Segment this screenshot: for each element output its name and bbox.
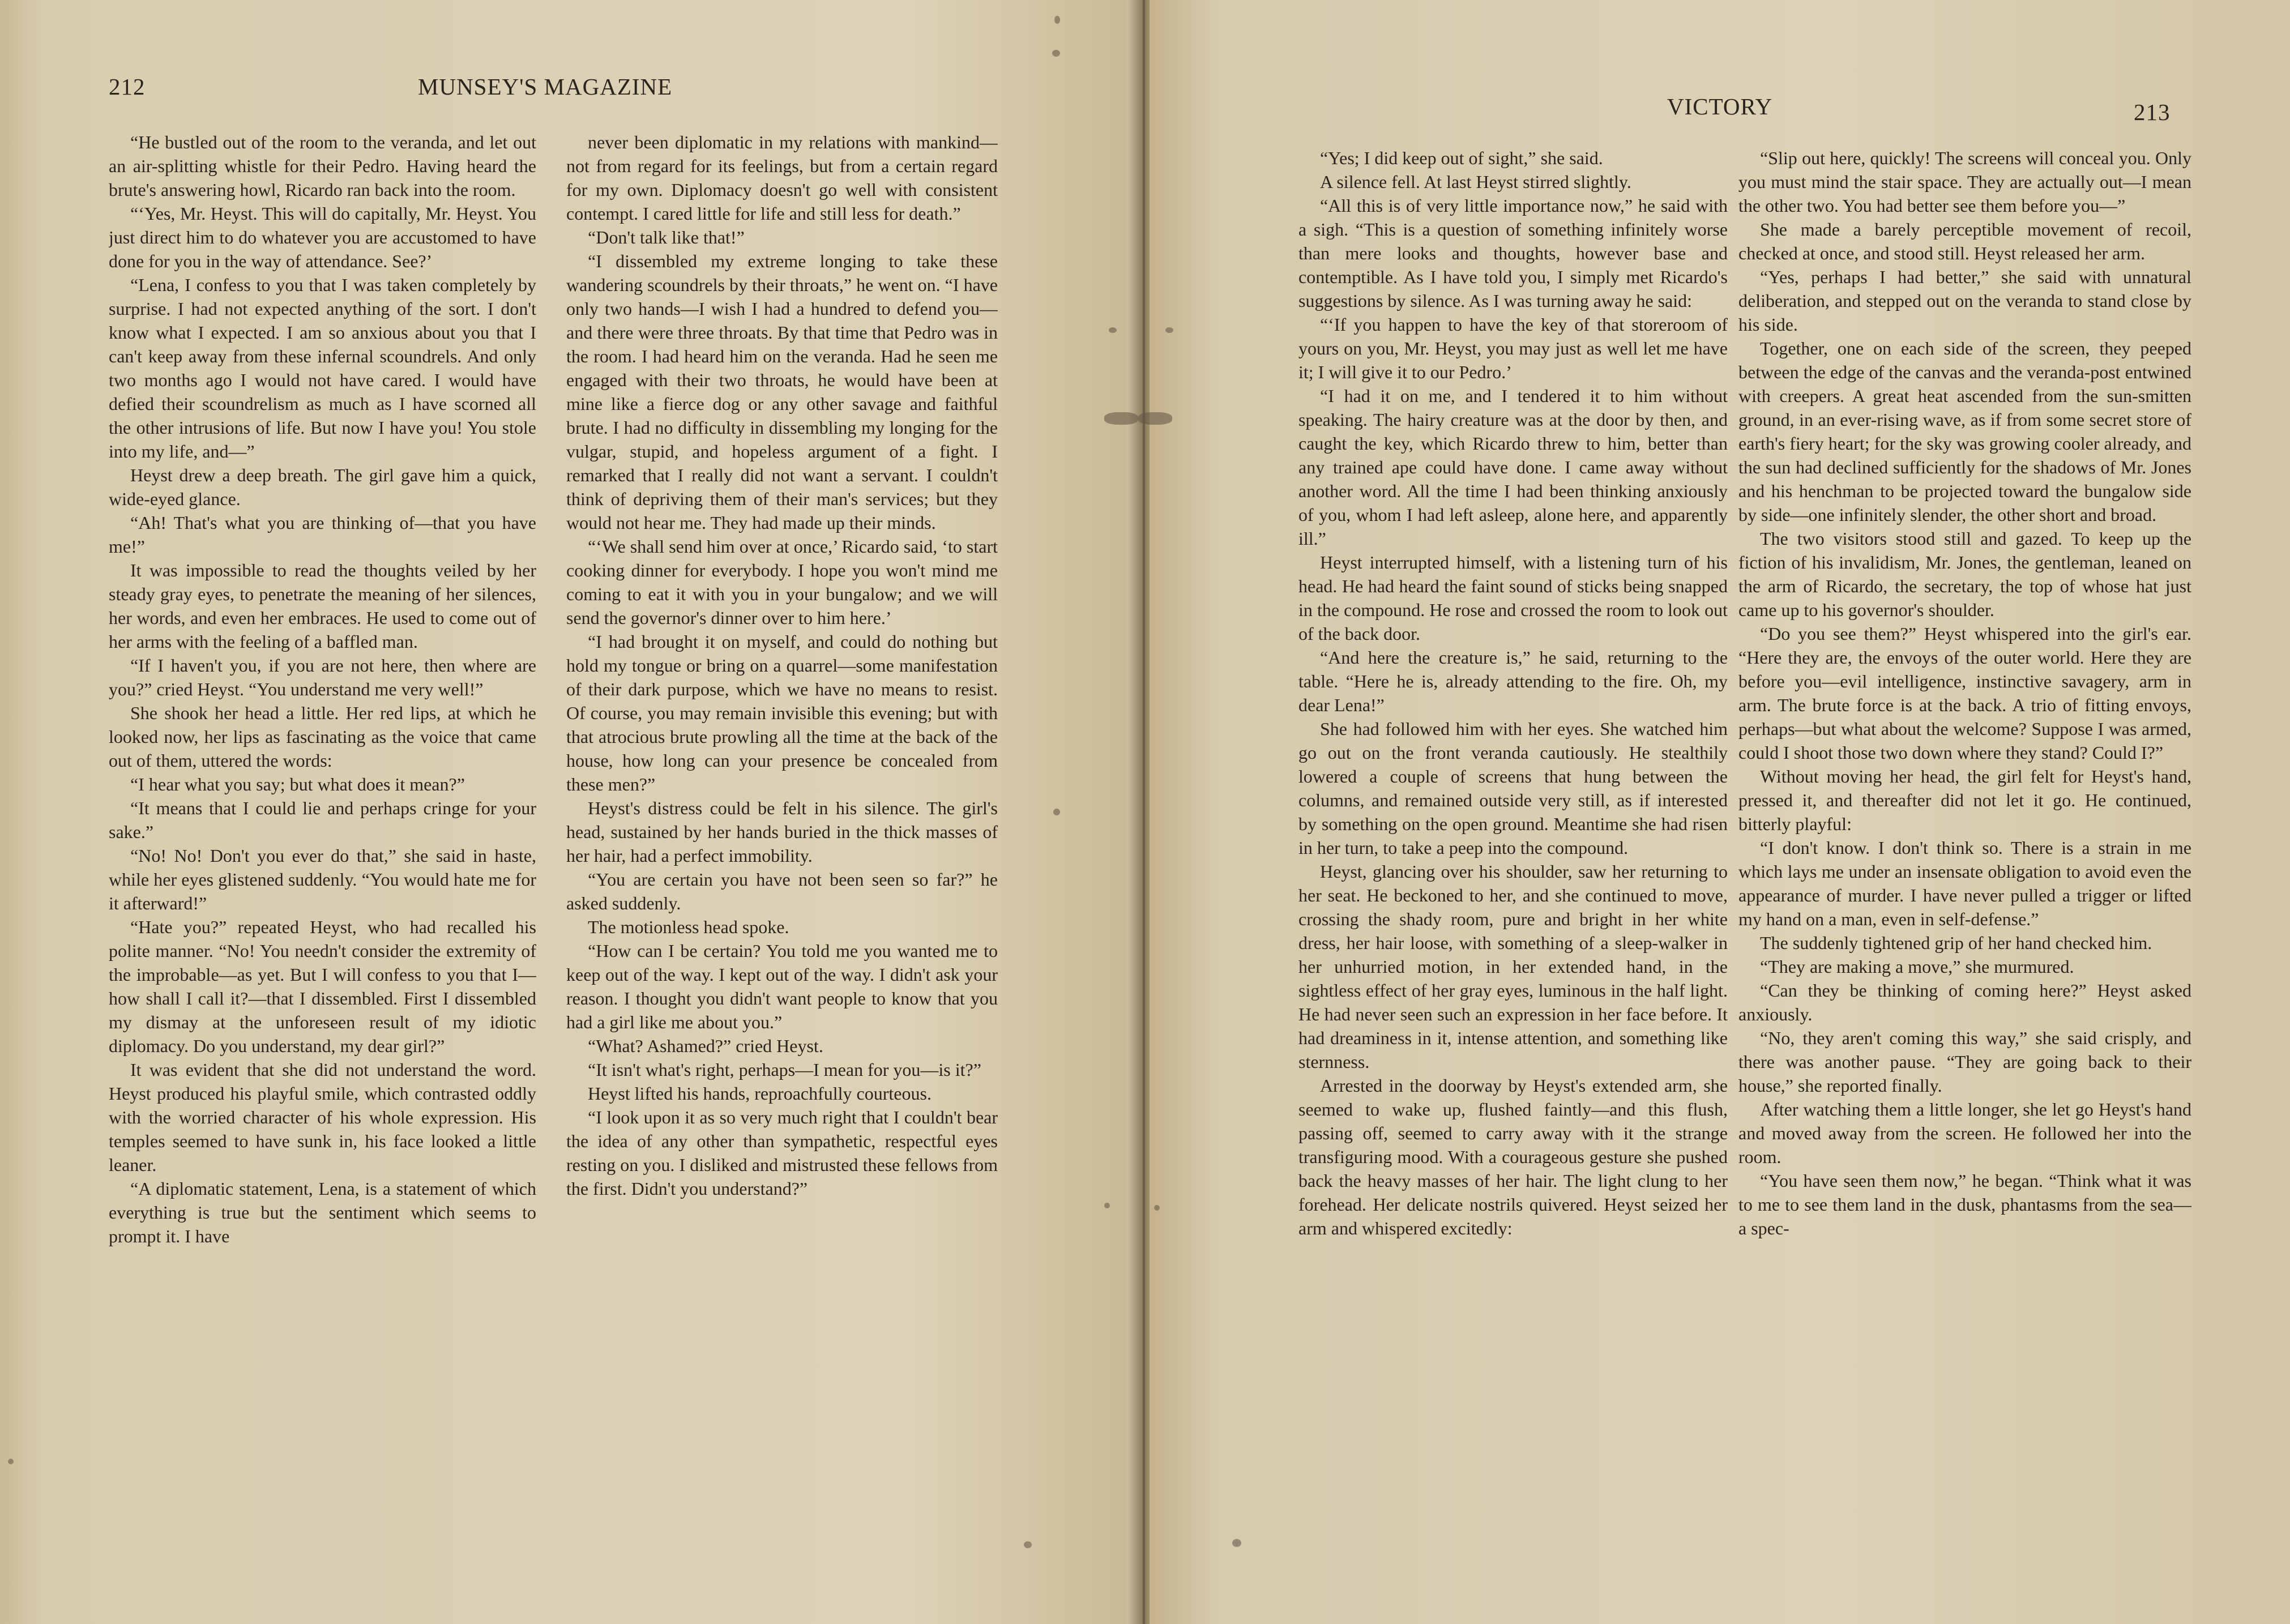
paragraph: “Yes; I did keep out of sight,” she said. xyxy=(1320,148,1603,168)
paragraph: She shook her head a little. Her red lips, at which he looked now, her lips as fascinating as the voice that came out of them, uttered the words: xyxy=(109,703,536,771)
binding-thread xyxy=(1104,412,1138,425)
paragraph: Together, one on each side of the screen, they peeped between the edge of the canvas and the veranda-post entwined with creepers. A great heat ascended from the sun-smitten ground, in an ever-rising wave, as if from some secret store of earth's fiery heart; for the sky was growing cooler already, and the sun had declined sufficiently for the shadows of Mr. Jones and his henchman to be projected toward the bungalow side by side—one infinitely slender, the other short and broad. xyxy=(1738,338,2191,525)
paragraph: “‘We shall send him over at once,’ Ricardo said, ‘to start cooking dinner for everybody. I hope you won't mind me coming to eat it with you in your bungalow; and we will send the governor's dinner over to him here.’ xyxy=(566,536,998,628)
paragraph: “No, they aren't coming this way,” she said crisply, and there was another pause. “They are going back to their house,” she reported finally. xyxy=(1738,1028,2191,1096)
right-column-1 xyxy=(1298,146,1728,1528)
paragraph: Heyst interrupted himself, with a listening turn of his head. He had heard the faint sound of sticks being snapped in the compound. He rose and crossed the room to look out of the back door. xyxy=(1298,552,1728,644)
paragraph: “If I haven't you, if you are not here, then where are you?” cried Heyst. “You understand me very well!” xyxy=(109,655,536,699)
paragraph: “I had it on me, and I tendered it to him without speaking. The hairy creature was at the door by then, and caught the key, which Ricardo threw to him, better than any trained ape could have done. I came away without another word. All the time I had been thinking anxiously of you, whom I had left asleep, alone here, and apparently ill.” xyxy=(1298,386,1728,549)
paragraph: Without moving her head, the girl felt for Heyst's hand, pressed it, and thereafter did not let it go. He continued, bitterly playful: xyxy=(1738,766,2191,834)
paper-spot xyxy=(1054,16,1060,24)
paper-spot xyxy=(1232,1539,1241,1547)
paragraph: The two visitors stood still and gazed. To keep up the fiction of his invalidism, Mr. Jones, the gentleman, leaned on the arm of Ricardo, the secretary, the top of whose hat just came up to his governor's shoulder. xyxy=(1738,528,2191,620)
paragraph: never been diplomatic in my relations with mankind—not from regard for its feelings, but from a certain regard for my own. Diplomacy doesn't go well with consistent contempt. I cared little for life and still less for death.” xyxy=(566,132,998,224)
paper-spot xyxy=(1165,327,1173,333)
paper-spot xyxy=(1109,327,1117,333)
paragraph: “Ah! That's what you are thinking of—that you have me!” xyxy=(109,512,536,557)
paragraph: “Hate you?” repeated Heyst, who had recalled his polite manner. “No! You needn't consider the extremity of the improbable—as yet. But I will confess to you that I—how shall I call it?—that I dissembled. First I dissembled my dismay at the unforeseen result of my idiotic diplomacy. Do you understand, my dear girl?” xyxy=(109,917,536,1056)
paragraph: Heyst lifted his hands, reproachfully courteous. xyxy=(588,1083,932,1104)
right-column-2 xyxy=(1738,146,2191,1550)
paragraph: “You are certain you have not been seen so far?” he asked suddenly. xyxy=(566,869,998,913)
paragraph: After watching them a little longer, she let go Heyst's hand and moved away from the screen. He followed her into the room. xyxy=(1738,1099,2191,1167)
paragraph: “What? Ashamed?” cried Heyst. xyxy=(588,1036,823,1056)
paragraph: “‘Yes, Mr. Heyst. This will do capitally, Mr. Heyst. You just direct him to do whatever you are accustomed to have done for you in the way of attendance. See?’ xyxy=(109,203,536,271)
left-running-head: MUNSEY'S MAGAZINE xyxy=(418,74,673,100)
paragraph: “No! No! Don't you ever do that,” she said in haste, while her eyes glistened suddenly. “You would hate me for it afterward!” xyxy=(109,845,536,913)
paragraph: She made a barely perceptible movement of recoil, checked at once, and stood still. Heyst released her arm. xyxy=(1738,219,2191,263)
left-column-2 xyxy=(566,130,998,1529)
paper-spot xyxy=(1053,809,1060,815)
paragraph: Heyst drew a deep breath. The girl gave him a quick, wide-eyed glance. xyxy=(109,465,536,509)
right-page-number: 213 xyxy=(2134,99,2171,125)
paragraph: “Do you see them?” Heyst whispered into the girl's ear. “Here they are, the envoys of the outer world. Here they are before you—evil intelligence, instinctive savagery, arm in arm. The brute force is at the back. A trio of fitting envoys, perhaps—but what about the welcome? Suppose I was armed, could I shoot those two down where they stand? Could I?” xyxy=(1738,623,2191,763)
paragraph: “They are making a move,” she murmured. xyxy=(1760,956,2074,977)
paragraph: “How can I be certain? You told me you wanted me to keep out of the way. I kept out of the way. I didn't ask your reason. I thought you didn't want people to know that you had a girl like me about you.” xyxy=(566,941,998,1032)
paragraph: “Don't talk like that!” xyxy=(588,227,745,247)
paragraph: “He bustled out of the room to the veranda, and let out an air-splitting whistle for their Pedro. Having heard the brute's answering howl, Ricardo ran back into the room. xyxy=(109,132,536,200)
paragraph: “It isn't what's right, perhaps—I mean for you—is it?” xyxy=(588,1059,981,1080)
paragraph: “Lena, I confess to you that I was taken completely by surprise. I had not expected anything of the sort. I don't know what I expected. I am so anxious about you that I can't keep away from these infernal scoundrels. And only two months ago I would not have cared. I would have defied their scoundrelism as much as I have scorned all the other intrusions of life. But now I have you! You stole into my life, and—” xyxy=(109,275,536,461)
paragraph: It was evident that she did not understand the word. Heyst produced his playful smile, which contrasted oddly with the worried character of his whole expression. His temples seemed to have sunk in, his face looked a little leaner. xyxy=(109,1059,536,1175)
paragraph: “I hear what you say; but what does it mean?” xyxy=(130,774,465,794)
paper-spot xyxy=(1052,50,1060,57)
paper-spot xyxy=(1024,1541,1032,1548)
paragraph: “I had brought it on myself, and could do nothing but hold my tongue or bring on a quarrel—some manifestation of their dark purpose, which we have no means to resist. Of course, you may remain invisible this evening; but with that atrocious brute prowling all the time at the back of the house, how long can your presence be concealed from these men?” xyxy=(566,631,998,794)
paragraph: The motionless head spoke. xyxy=(588,917,789,937)
paragraph: Heyst, glancing over his shoulder, saw her returning to her seat. He beckoned to her, and she continued to move, crossing the shady room, pure and bright in her white dress, her hair loose, with something of a sleep-walker in her unhurried motion, in her extended hand, in the sightless effect of her gray eyes, luminous in the half light. He had never seen such an expression in her face before. It had dreaminess in it, intense attention, and something like sternness. xyxy=(1298,861,1728,1072)
paragraph: “I don't know. I don't think so. There is a strain in me which lays me under an insensate obligation to avoid even the appearance of murder. I have never pulled a trigger or lifted my hand on a man, even in self-defense.” xyxy=(1738,837,2191,929)
paper-spot xyxy=(1154,1205,1160,1211)
paragraph: “And here the creature is,” he said, returning to the table. “Here he is, already attending to the fire. Oh, my dear Lena!” xyxy=(1298,647,1728,715)
paragraph: “You have seen them now,” he began. “Think what it was to me to see them land in the dusk, phantasms from the sea—a spec- xyxy=(1738,1170,2191,1238)
paragraph: “I look upon it as so very much right that I couldn't bear the idea of any other than sympathetic, respectful eyes resting on you. I disliked and mistrusted these fellows from the first. Didn't you understand?” xyxy=(566,1107,998,1199)
paragraph: “Yes, perhaps I had better,” she said with unnatural deliberation, and stepped out on the veranda to stand close by his side. xyxy=(1738,267,2191,335)
right-running-head: VICTORY xyxy=(1667,93,1773,119)
binding-thread xyxy=(1138,412,1172,425)
paragraph: “I dissembled my extreme longing to take these wandering scoundrels by their throats,” he went on. “I have only two hands—I wish I had a hundred to defend you—and there were three throats. By that time that Pedro was in the room. I had heard him on the veranda. Had he seen me engaged with their two throats, he would have been at mine like a fierce dog or any other savage and faithful brute. I had no difficulty in dissembling my longing for the vulgar, stupid, and hopeless argument of a fight. I remarked that I really did not want a servant. I couldn't think of depriving them of their man's services; but they would not hear me. They had made up their minds. xyxy=(566,251,998,533)
paper-spot xyxy=(1104,1203,1110,1208)
paragraph: “All this is of very little importance now,” he said with a sigh. “This is a question of something infinitely worse than mere looks and thoughts, however base and contemptible. As I have told you, I simply met Ricardo's suggestions by silence. As I was turning away he said: xyxy=(1298,195,1728,311)
paragraph: A silence fell. At last Heyst stirred slightly. xyxy=(1320,172,1631,192)
paragraph: “A diplomatic statement, Lena, is a statement of which everything is true but the sentiment which seems to prompt it. I have xyxy=(109,1178,536,1246)
paragraph: The suddenly tightened grip of her hand checked him. xyxy=(1760,933,2152,953)
paragraph: “Slip out here, quickly! The screens will conceal you. Only you must mind the stair space. They are actually out—I mean the other two. You had better see them before you—” xyxy=(1738,148,2191,216)
paragraph: “Can they be thinking of coming here?” Heyst asked anxiously. xyxy=(1738,980,2191,1024)
paper-spot xyxy=(8,1459,14,1464)
paragraph: Arrested in the doorway by Heyst's extended arm, she seemed to wake up, flushed faintly—and this flush, passing off, seemed to carry away with it the strange transfiguring mood. With a courageous gesture she pushed back the heavy masses of her hair. The light clung to her forehead. Her delicate nostrils quivered. Heyst seized her arm and whispered excitedly: xyxy=(1298,1075,1728,1238)
paragraph: “It means that I could lie and perhaps cringe for your sake.” xyxy=(109,798,536,842)
left-page-number: 212 xyxy=(109,74,146,100)
paragraph: She had followed him with her eyes. She watched him go out on the front veranda cautiously. He stealthily lowered a couple of screens that hung between the columns, and remained outside very still, as if interested by something on the open ground. Meantime she had risen in her turn, to take a peep into the compound. xyxy=(1298,719,1728,858)
left-column-1 xyxy=(109,130,536,1529)
paragraph: Heyst's distress could be felt in his silence. The girl's head, sustained by her hands buried in the thick masses of her hair, had a perfect immobility. xyxy=(566,798,998,866)
paragraph: “‘If you happen to have the key of that storeroom of yours on you, Mr. Heyst, you may just as well let me have it; I will give it to our Pedro.’ xyxy=(1298,314,1728,382)
paragraph: It was impossible to read the thoughts veiled by her steady gray eyes, to penetrate the meaning of her silences, her words, and even her embraces. He used to come out of her arms with the feeling of a baffled man. xyxy=(109,560,536,652)
left-page xyxy=(0,0,1141,1624)
right-page xyxy=(1150,0,2290,1624)
